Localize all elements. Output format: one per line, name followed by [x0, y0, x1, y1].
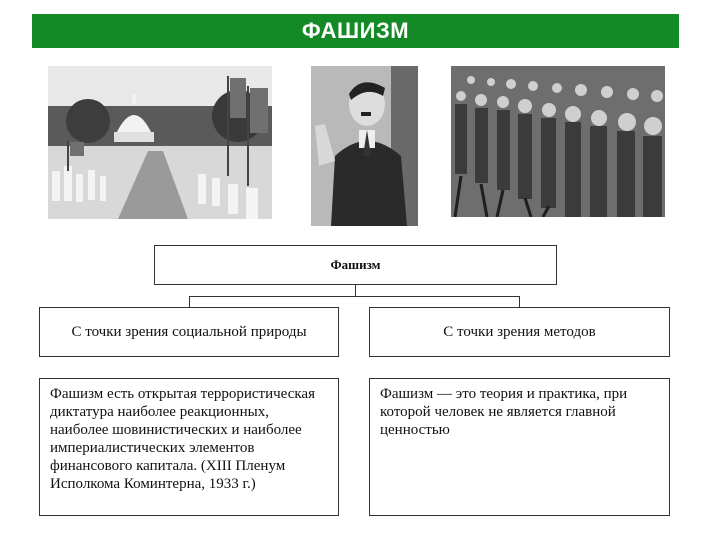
- klan-march-capitol-photo: [48, 66, 272, 219]
- slide-title: ФАШИЗМ: [32, 14, 679, 48]
- definition-social: Фашизм есть открытая террористическая диктатура наиболее реакционных, наиболее шовинистических и наиболее империалистических элементов финансового капитала. (XIII Пленум Исполкома Коминтерна, 1933 г.): [39, 378, 339, 516]
- connector-horizontal: [189, 296, 520, 297]
- branch-heading-social: С точки зрения социальной природы: [39, 307, 339, 357]
- scheme-root: Фашизм: [154, 245, 557, 285]
- connector-right-down: [519, 296, 520, 307]
- connector-root-down: [355, 285, 356, 296]
- definition-methods: Фашизм — это теория и практика, при которой человек не является главной ценностью: [369, 378, 670, 516]
- marching-soldiers-photo: [451, 66, 665, 217]
- connector-left-down: [189, 296, 190, 307]
- branch-heading-methods: С точки зрения методов: [369, 307, 670, 357]
- leader-salute-photo: [311, 66, 418, 226]
